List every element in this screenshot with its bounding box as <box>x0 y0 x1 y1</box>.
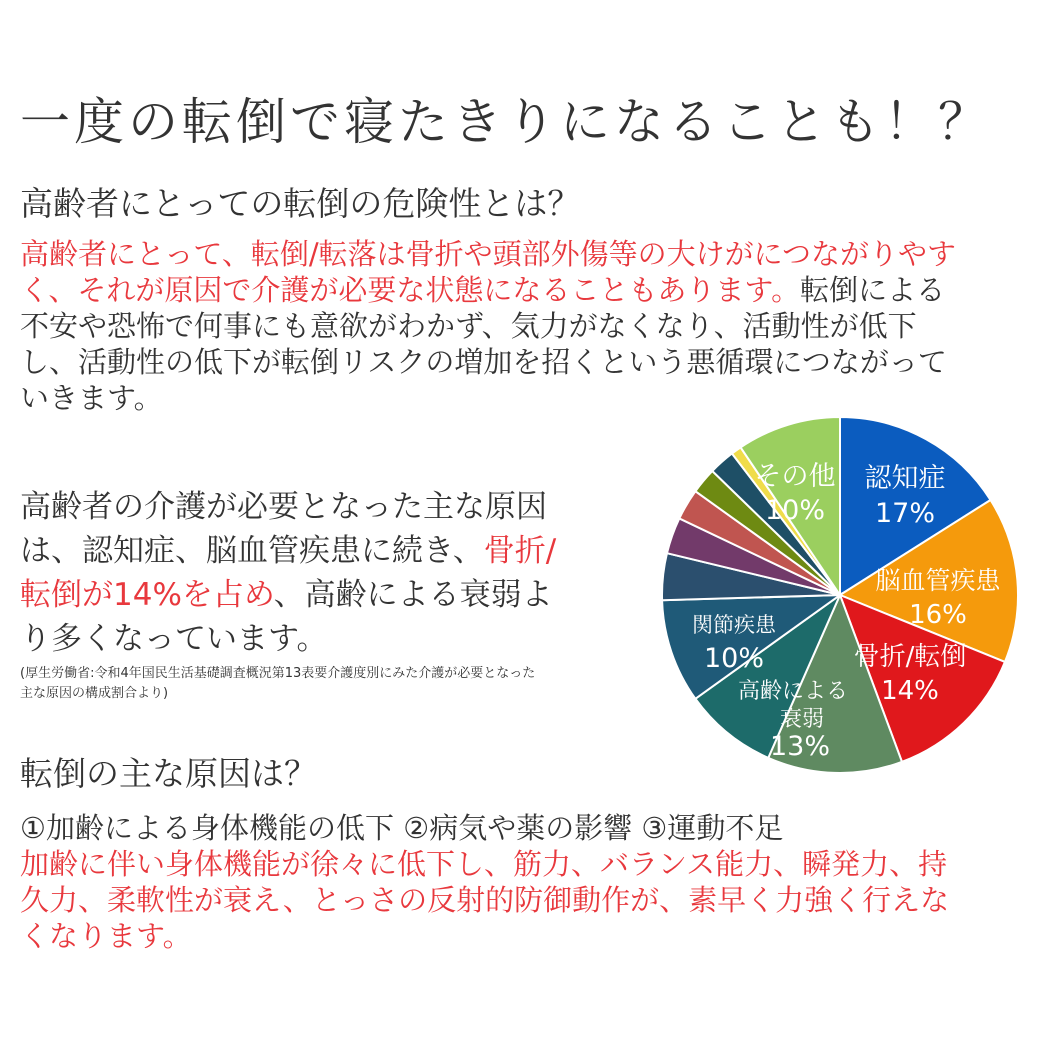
section3-paragraph <box>20 810 1030 954</box>
section3-red-line1: 加齢に伴い身体機能が徐々に低下し、筋力、バランス能力、瞬発力、持 <box>20 847 948 881</box>
slice-category-label: 脳血管疾患 <box>875 566 1001 595</box>
section1-heading: 高齢者にとっての転倒の危険性とは？ <box>20 184 581 223</box>
slice-category-label: 高齢による <box>737 679 849 704</box>
section2-line3-red: 転倒が14%を占め <box>20 577 274 613</box>
section2-line3-black: 、高齢による衰弱よ <box>273 577 553 613</box>
section1-red-line2: く、それが原因で介護が必要な状態になることもあります。 <box>20 273 801 307</box>
page-title: 一度の転倒で寝たきりになることも！？ <box>20 93 992 151</box>
slice-category-label: 認知症 <box>864 463 946 494</box>
section1-line3: 不安や恐怖で何事にも意欲がわかず、気力がなくなり、活動性が低下 <box>20 309 917 343</box>
slice-value-label: 16% <box>909 600 967 630</box>
section2-line1: 高齢者の介護が必要となった主な原因 <box>20 489 547 525</box>
slice-category-label: 衰弱 <box>779 707 825 732</box>
section2-line2-red: 骨折/ <box>483 533 557 569</box>
section1-line4: し、活動性の低下が転倒リスクの増加を招くという悪循環につながって <box>20 345 947 379</box>
slice-category-label: 骨折/転倒 <box>853 642 967 672</box>
slice-category-label: その他 <box>754 461 836 492</box>
slice-value-label: 10% <box>764 495 826 526</box>
section1-line5: いきます。 <box>20 381 163 415</box>
slice-value-label: 10% <box>703 643 765 674</box>
slice-category-label: 関節疾患 <box>692 613 776 637</box>
source-note-line1: (厚生労働省:令和4年国民生活基礎調査概況第13表要介護度別にみた介護が必要となった <box>20 666 536 681</box>
section1-red-line1: 高齢者にとって、転倒/転落は骨折や頭部外傷等の大けがにつながりやす <box>20 237 957 271</box>
section3-heading: 転倒の主な原因は？ <box>20 754 317 793</box>
section2-line2-black: は、認知症、脳血管疾患に続き、 <box>20 533 484 569</box>
section2-line4: り多くなっています。 <box>20 621 328 657</box>
slice-value-label: 14% <box>881 676 939 706</box>
section3-red-line3: くなります。 <box>20 919 192 953</box>
source-note-line2: 主な原因の構成割合より) <box>20 686 169 701</box>
section1-black-line2: 転倒による <box>800 273 946 307</box>
slice-value-label: 17% <box>874 498 936 529</box>
causes-line: ①加齢による身体機能の低下 ②病気や薬の影響 ③運動不足 <box>20 811 784 845</box>
section3-red-line2: 久力、柔軟性が衰え、とっさの反射的防御動作が、素早く力強く行えな <box>20 883 950 917</box>
slice-value-label: 13% <box>769 731 831 762</box>
